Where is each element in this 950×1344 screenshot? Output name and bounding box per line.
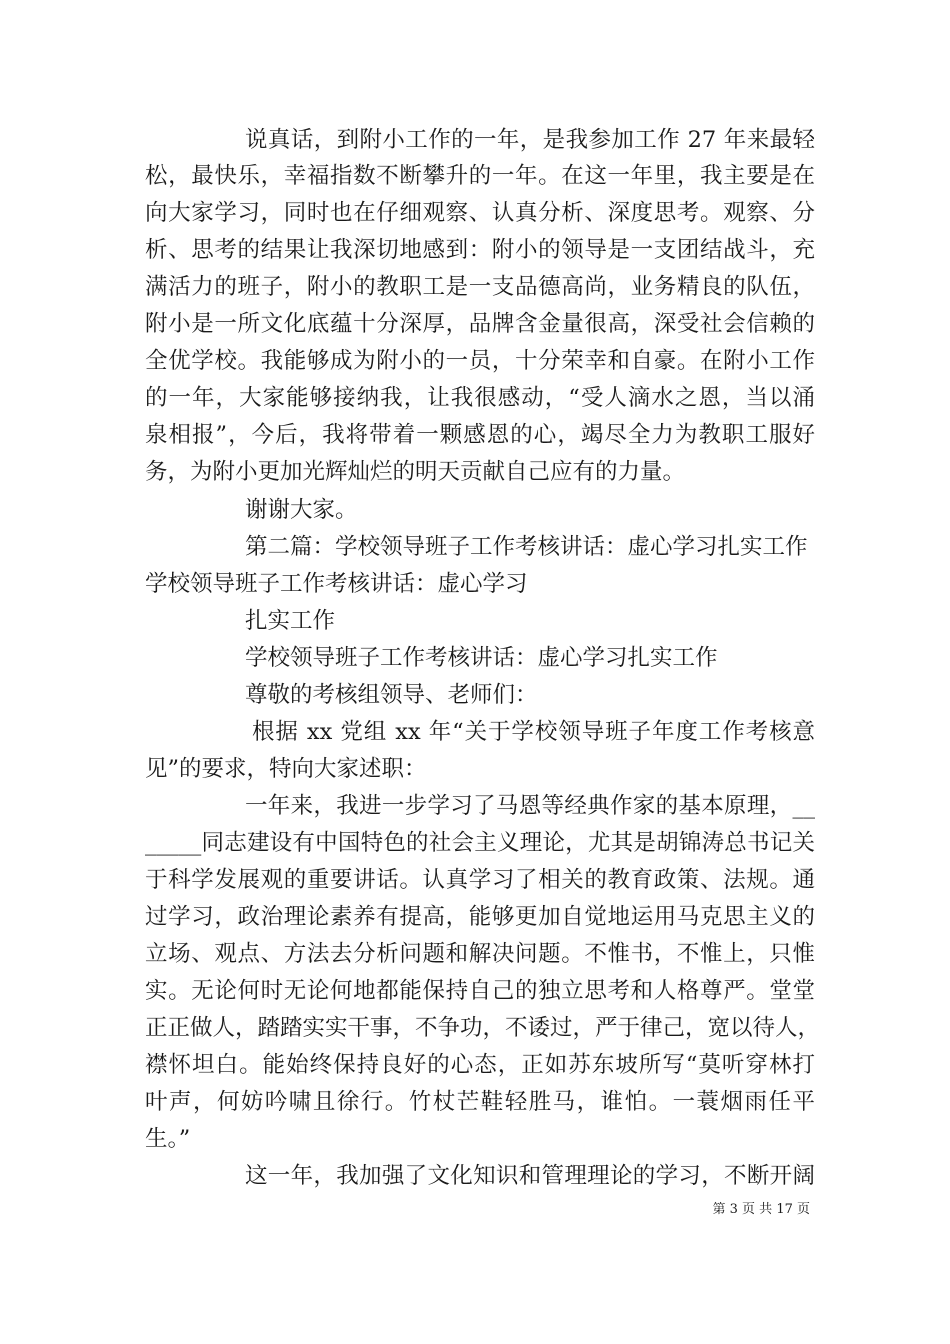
paragraph-line: 立场、观点、方法去分析问题和解决问题。不惟书，不惟上，只惟	[145, 941, 815, 967]
paragraph-line: 泉相报”，今后，我将带着一颗感恩的心，竭尽全力为教职工服好	[145, 422, 815, 448]
paragraph-line: 生。”	[145, 1126, 191, 1152]
heading-line: 扎实工作	[245, 608, 336, 634]
paragraph-line: 松，最快乐，幸福指数不断攀升的一年。在这一年里，我主要是在	[145, 163, 815, 189]
salutation: 尊敬的考核组领导、老师们：	[245, 682, 538, 708]
paragraph-line: 向大家学习，同时也在仔细观察、认真分析、深度思考。观察、分	[145, 200, 815, 226]
closing-line: 谢谢大家。	[245, 497, 358, 523]
paragraph-line: 根据 xx 党组 xx 年“关于学校领导班子年度工作考核意	[252, 719, 815, 745]
paragraph-line: 务，为附小更加光辉灿烂的明天贡献自己应有的力量。	[145, 459, 686, 485]
heading-line: 学校领导班子工作考核讲话：虚心学习	[145, 571, 528, 597]
paragraph-line: 过学习，政治理论素养有提高，能够更加自觉地运用马克思主义的	[145, 904, 815, 930]
paragraph-line: 见”的要求，特向大家述职：	[145, 756, 427, 782]
paragraph-line: 的一年，大家能够接纳我，让我很感动，“受人滴水之恩，当以涌	[145, 385, 815, 411]
page-footer: 第 3 页 共 17 页	[712, 1202, 810, 1217]
paragraph-line: 析、思考的结果让我深切地感到：附小的领导是一支团结战斗，充	[145, 237, 815, 263]
paragraph-line: 一年来，我进一步学习了马恩等经典作家的基本原理，__	[245, 793, 815, 819]
paragraph-line: 正正做人，踏踏实实干事，不争功，不诿过，严于律己，宽以待人，	[145, 1015, 821, 1041]
paragraph-line: 说真话，到附小工作的一年，是我参加工作 27 年来最轻	[245, 127, 815, 153]
paragraph-line: 满活力的班子，附小的教职工是一支品德高尚，业务精良的队伍，	[145, 274, 815, 300]
paragraph-line: _____同志建设有中国特色的社会主义理论，尤其是胡锦涛总书记关	[145, 830, 815, 856]
section-heading: 第二篇：学校领导班子工作考核讲话：虚心学习扎实工作	[245, 534, 808, 560]
paragraph-line: 附小是一所文化底蕴十分深厚，品牌含金量很高，深受社会信赖的	[145, 311, 815, 337]
speech-title: 学校领导班子工作考核讲话：虚心学习扎实工作	[245, 645, 718, 671]
paragraph-line: 襟怀坦白。能始终保持良好的心态，正如苏东坡所写“莫听穿林打	[145, 1052, 815, 1078]
paragraph-line: 这一年，我加强了文化知识和管理理论的学习，不断开阔	[245, 1163, 815, 1189]
paragraph-line: 实。无论何时无论何地都能保持自己的独立思考和人格尊严。堂堂	[145, 978, 815, 1004]
paragraph-line: 叶声，何妨吟啸且徐行。竹杖芒鞋轻胜马，谁怕。一蓑烟雨任平	[145, 1089, 815, 1115]
paragraph-line: 于科学发展观的重要讲话。认真学习了相关的教育政策、法规。通	[145, 867, 815, 893]
paragraph-line: 全优学校。我能够成为附小的一员，十分荣幸和自豪。在附小工作	[145, 348, 815, 374]
